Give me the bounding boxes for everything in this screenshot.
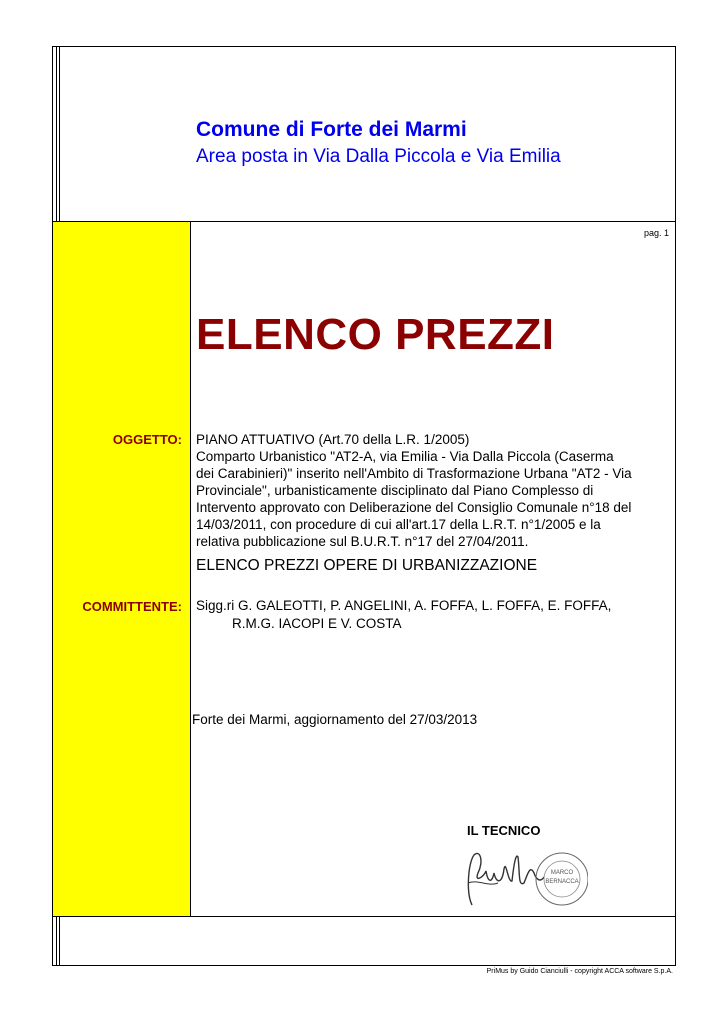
software-credit-footer: PriMus by Guido Cianciulli - copyright ACCA software S.p.A. xyxy=(486,968,673,975)
committente-label: COMMITTENTE: xyxy=(82,599,182,614)
date-line: Forte dei Marmi, aggiornamento del 27/03/2013 xyxy=(192,712,478,727)
committente-line-2: R.M.G. IACOPI E V. COSTA xyxy=(232,616,402,631)
comune-title: Comune di Forte dei Marmi xyxy=(196,118,467,141)
oggetto-line: Provinciale", urbanisticamente disciplinato dal Piano Complesso di xyxy=(196,483,594,498)
frame-left-double-line xyxy=(59,916,60,966)
oggetto-line: dei Carabinieri)" inserito nell'Ambito di Trasformazione Urbana "AT2 - Via xyxy=(196,466,632,481)
oggetto-line: relativa pubblicazione sul B.U.R.T. n°17 del 27/04/2011. xyxy=(196,534,529,549)
signature-and-stamp xyxy=(458,843,588,915)
oggetto-line: Comparto Urbanistico "AT2-A, via Emilia - Via Dalla Piccola (Caserma xyxy=(196,449,614,464)
committente-line-1: Sigg.ri G. GALEOTTI, P. ANGELINI, A. FOFFA, L. FOFFA, E. FOFFA, xyxy=(196,598,612,613)
oggetto-label: OGGETTO: xyxy=(112,432,182,447)
frame-left-double-line xyxy=(59,46,60,222)
svg-text:BERNACCA: BERNACCA xyxy=(545,879,579,885)
oggetto-line: 14/03/2011, con procedure di cui all'art.17 della L.R.T. n°1/2005 e la xyxy=(196,517,601,532)
left-yellow-band xyxy=(53,222,190,916)
footer-divider xyxy=(52,916,676,917)
document-title: ELENCO PREZZI xyxy=(196,310,555,359)
oggetto-line: Intervento approvato con Deliberazione del Consiglio Comunale n°18 del xyxy=(196,500,632,515)
oggetto-subtitle: ELENCO PREZZI OPERE DI URBANIZZAZIONE xyxy=(196,557,538,574)
yellow-band-border xyxy=(190,222,191,916)
page-number: pag. 1 xyxy=(643,228,669,238)
area-subtitle: Area posta in Via Dalla Piccola e Via Emilia xyxy=(196,146,561,167)
oggetto-line: PIANO ATTUATIVO (Art.70 della L.R. 1/2005) xyxy=(196,432,470,447)
oggetto-text xyxy=(196,431,686,550)
frame-left-double-line xyxy=(56,916,57,966)
frame-left-double-line xyxy=(56,46,57,222)
tecnico-label: IL TECNICO xyxy=(467,823,541,838)
svg-text:MARCO: MARCO xyxy=(550,870,574,876)
